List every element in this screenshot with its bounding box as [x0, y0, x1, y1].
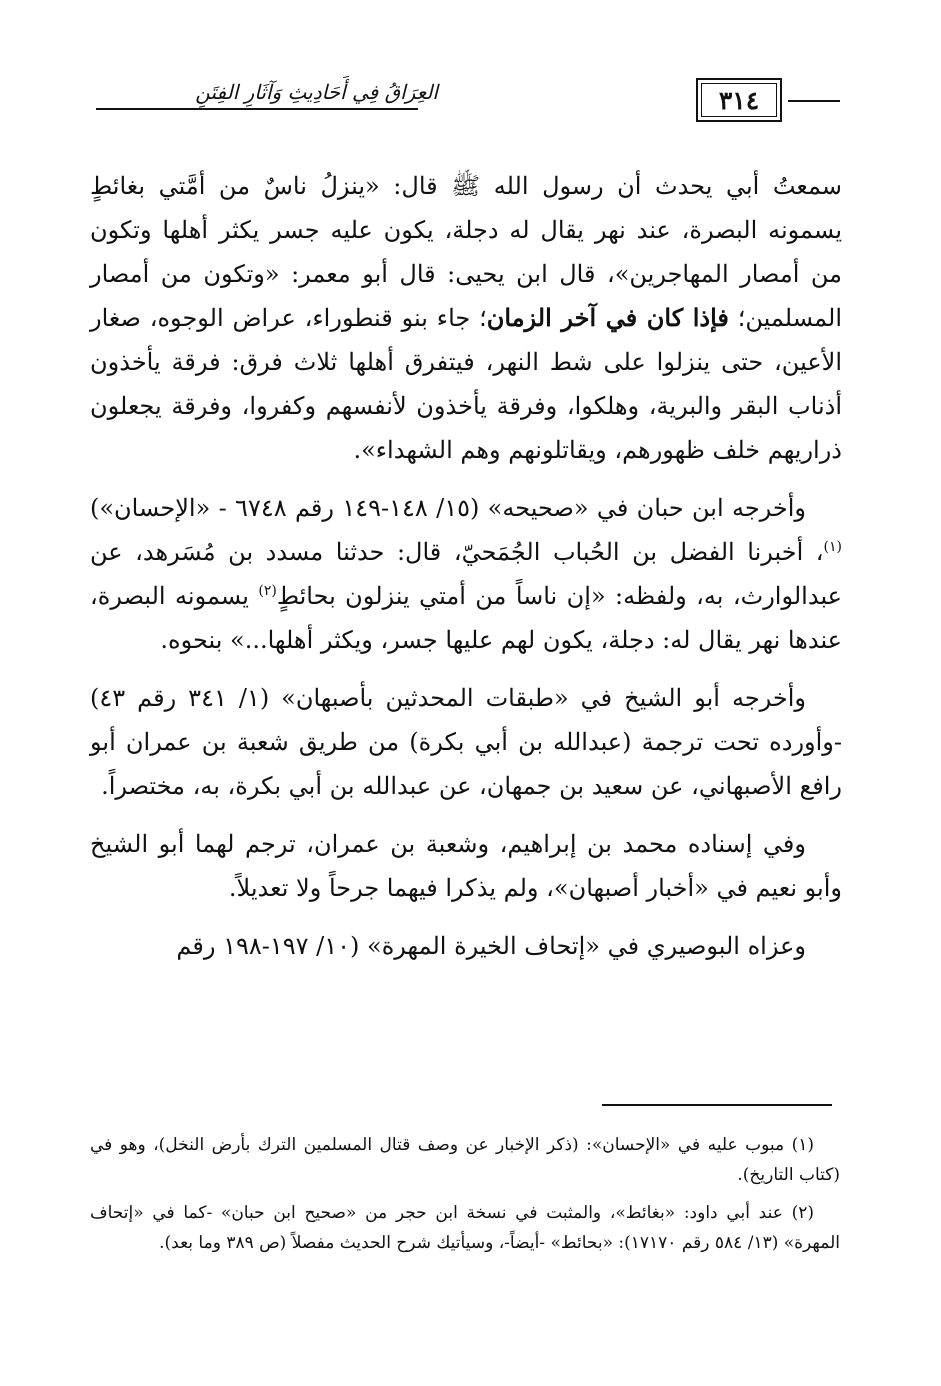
footnote-1: (١) مبوب عليه في «الإحسان»: (ذكر الإخبار عن وصف قتال المسلمين الترك بأرض النخل)، وهو في (كتاب التاريخ).: [90, 1135, 840, 1185]
footnotes: [90, 1130, 840, 1266]
hadith-text-continued: ؛ جاء بنو قنطوراء، عراض الوجوه، صغار الأعين، حتى ينزلوا على شط النهر، فيتفرق أهلها ثلاث فرق: فرقة يأخذون أذناب البقر والبرية، وهلكوا، وفرقة يأخذون لأنفسهم وكفروا، وفرقة يجعلون ذراريهم خلف ظهورهم، ويقاتلونهم وهم الشهداء».: [90, 304, 842, 464]
header-rule-short: [788, 100, 840, 102]
ibn-hibban-text-end: يسمونه البصرة، عندها نهر يقال له: دجلة، يكون لهم عليها جسر، ويكثر أهلها...» بنحوه.: [90, 582, 842, 654]
header-rule: [96, 108, 418, 110]
footnote-ref-1[interactable]: (١): [823, 539, 842, 555]
paragraph-isnad: وفي إسناده محمد بن إبراهيم، وشعبة بن عمران، ترجم لهما أبو الشيخ وأبو نعيم في «أخبار أصبهان»، ولم يذكرا فيهما جرحاً ولا تعديلاً.: [90, 830, 842, 902]
ibn-hibban-text: وأخرجه ابن حبان في «صحيحه» (١٥/ ١٤٨-١٤٩ رقم ٦٧٤٨ - «الإحسان»): [90, 494, 806, 522]
ibn-hibban-text-continued: ، أخبرنا الفضل بن الحُباب الجُمَحيّ، قال: حدثنا مسدد بن مُسَرهد، عن عبدالوارث، به، ولفظه: «إن ناساً من أمتي ينزلون بحائطٍ: [90, 538, 842, 610]
paragraph-hadith: [90, 164, 842, 472]
footnote-separator: [602, 1104, 832, 1106]
footnote-2: (٢) عند أبي داود: «بغائط»، والمثبت في نسخة ابن حجر من «صحيح ابن حبان» -كما في «إتحاف المهرة» (١٣/ ٥٨٤ رقم ١٧١٧٠): «بحائط» -أيضاً-، وسيأتيك شرح الحديث مفصلاً (ص ٣٨٩ وما بعد).: [90, 1203, 840, 1253]
page-number-frame: [696, 78, 782, 122]
paragraph-ibn-hibban: [90, 486, 842, 662]
footnote-ref-2[interactable]: (٢): [258, 583, 277, 599]
page-number: ٣١٤: [701, 83, 777, 117]
book-title: العِرَاقُ فِي أَحَادِيثِ وَآثَارِ الفِتَنِ: [195, 80, 438, 104]
hadith-text: سمعتُ أبي يحدث أن رسول الله ﷺ قال: «ينزلُ ناسٌ من أمَّتي بغائطٍ يسمونه البصرة، عند نهر يقال له دجلة، يكون عليه جسر يكثر أهلها وتكون من أمصار المهاجرين»، قال ابن يحيى: قال أبو معمر: «وتكون من أمصار المسلمين؛: [90, 172, 842, 332]
hadith-emphasis: فإذا كان في آخر الزمان: [486, 303, 729, 332]
page-header: [88, 72, 840, 132]
paragraph-abu-al-shaykh: وأخرجه أبو الشيخ في «طبقات المحدثين بأصبهان» (١/ ٣٤١ رقم ٤٣) -وأورده تحت ترجمة (عبدالله بن أبي بكرة) من طريق شعبة بن عمران أبو رافع الأصبهاني، عن سعيد بن جمهان، عن عبدالله بن أبي بكرة، به، مختصراً.: [90, 684, 842, 800]
paragraph-busiri: وعزاه البوصيري في «إتحاف الخيرة المهرة» (١٠/ ١٩٧-١٩٨ رقم: [176, 932, 806, 960]
main-text: [90, 164, 842, 982]
